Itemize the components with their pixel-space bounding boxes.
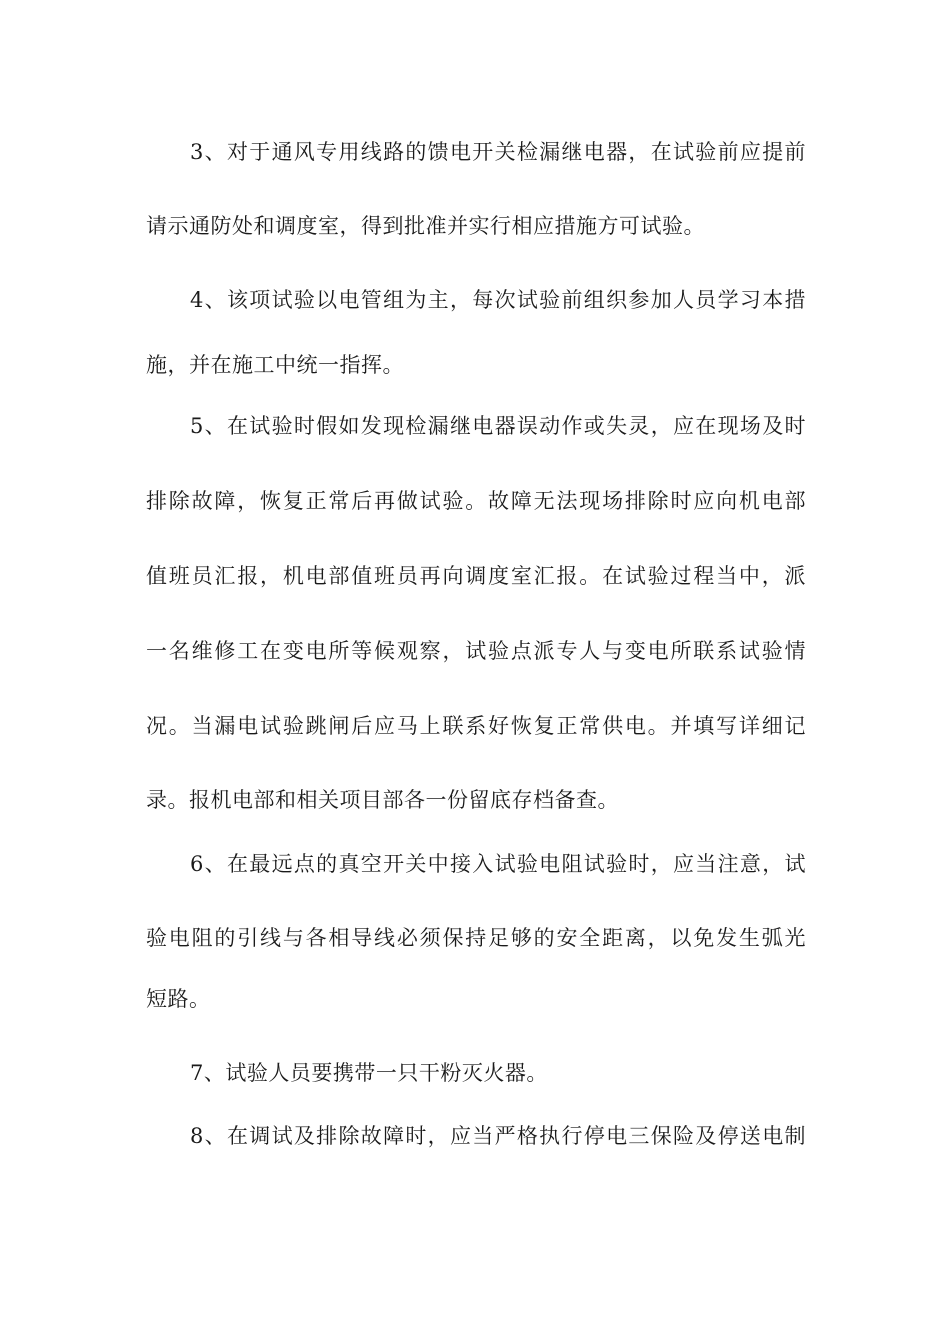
paragraph-5-line-3: 值班员汇报，机电部值班员再向调度室汇报。在试验过程当中，派	[146, 564, 806, 588]
paragraph-4-line-1: 4、该项试验以电管组为主，每次试验前组织参加人员学习本措	[190, 288, 806, 312]
paragraph-7-line-1: 7、试验人员要携带一只干粉灭火器。	[190, 1061, 548, 1085]
paragraph-4-line-2: 施，并在施工中统一指挥。	[146, 353, 404, 377]
paragraph-3-line-1: 3、对于通风专用线路的馈电开关检漏继电器，在试验前应提前	[190, 140, 806, 164]
paragraph-5-line-5: 况。当漏电试验跳闸后应马上联系好恢复正常供电。并填写详细记	[146, 714, 806, 738]
paragraph-5-line-4: 一名维修工在变电所等候观察，试验点派专人与变电所联系试验情	[146, 639, 806, 663]
paragraph-5-line-2: 排除故障，恢复正常后再做试验。故障无法现场排除时应向机电部	[146, 489, 806, 513]
paragraph-6-line-2: 验电阻的引线与各相导线必须保持足够的安全距离，以免发生弧光	[146, 926, 806, 950]
paragraph-8-line-1: 8、在调试及排除故障时，应当严格执行停电三保险及停送电制	[190, 1124, 806, 1148]
paragraph-3-line-2: 请示通防处和调度室，得到批准并实行相应措施方可试验。	[146, 214, 705, 238]
paragraph-6-line-1: 6、在最远点的真空开关中接入试验电阻试验时，应当注意，试	[190, 852, 806, 876]
paragraph-5-line-6: 录。报机电部和相关项目部各一份留底存档备查。	[146, 788, 619, 812]
paragraph-6-line-3: 短路。	[146, 987, 211, 1011]
paragraph-5-line-1: 5、在试验时假如发现检漏继电器误动作或失灵，应在现场及时	[190, 414, 806, 438]
